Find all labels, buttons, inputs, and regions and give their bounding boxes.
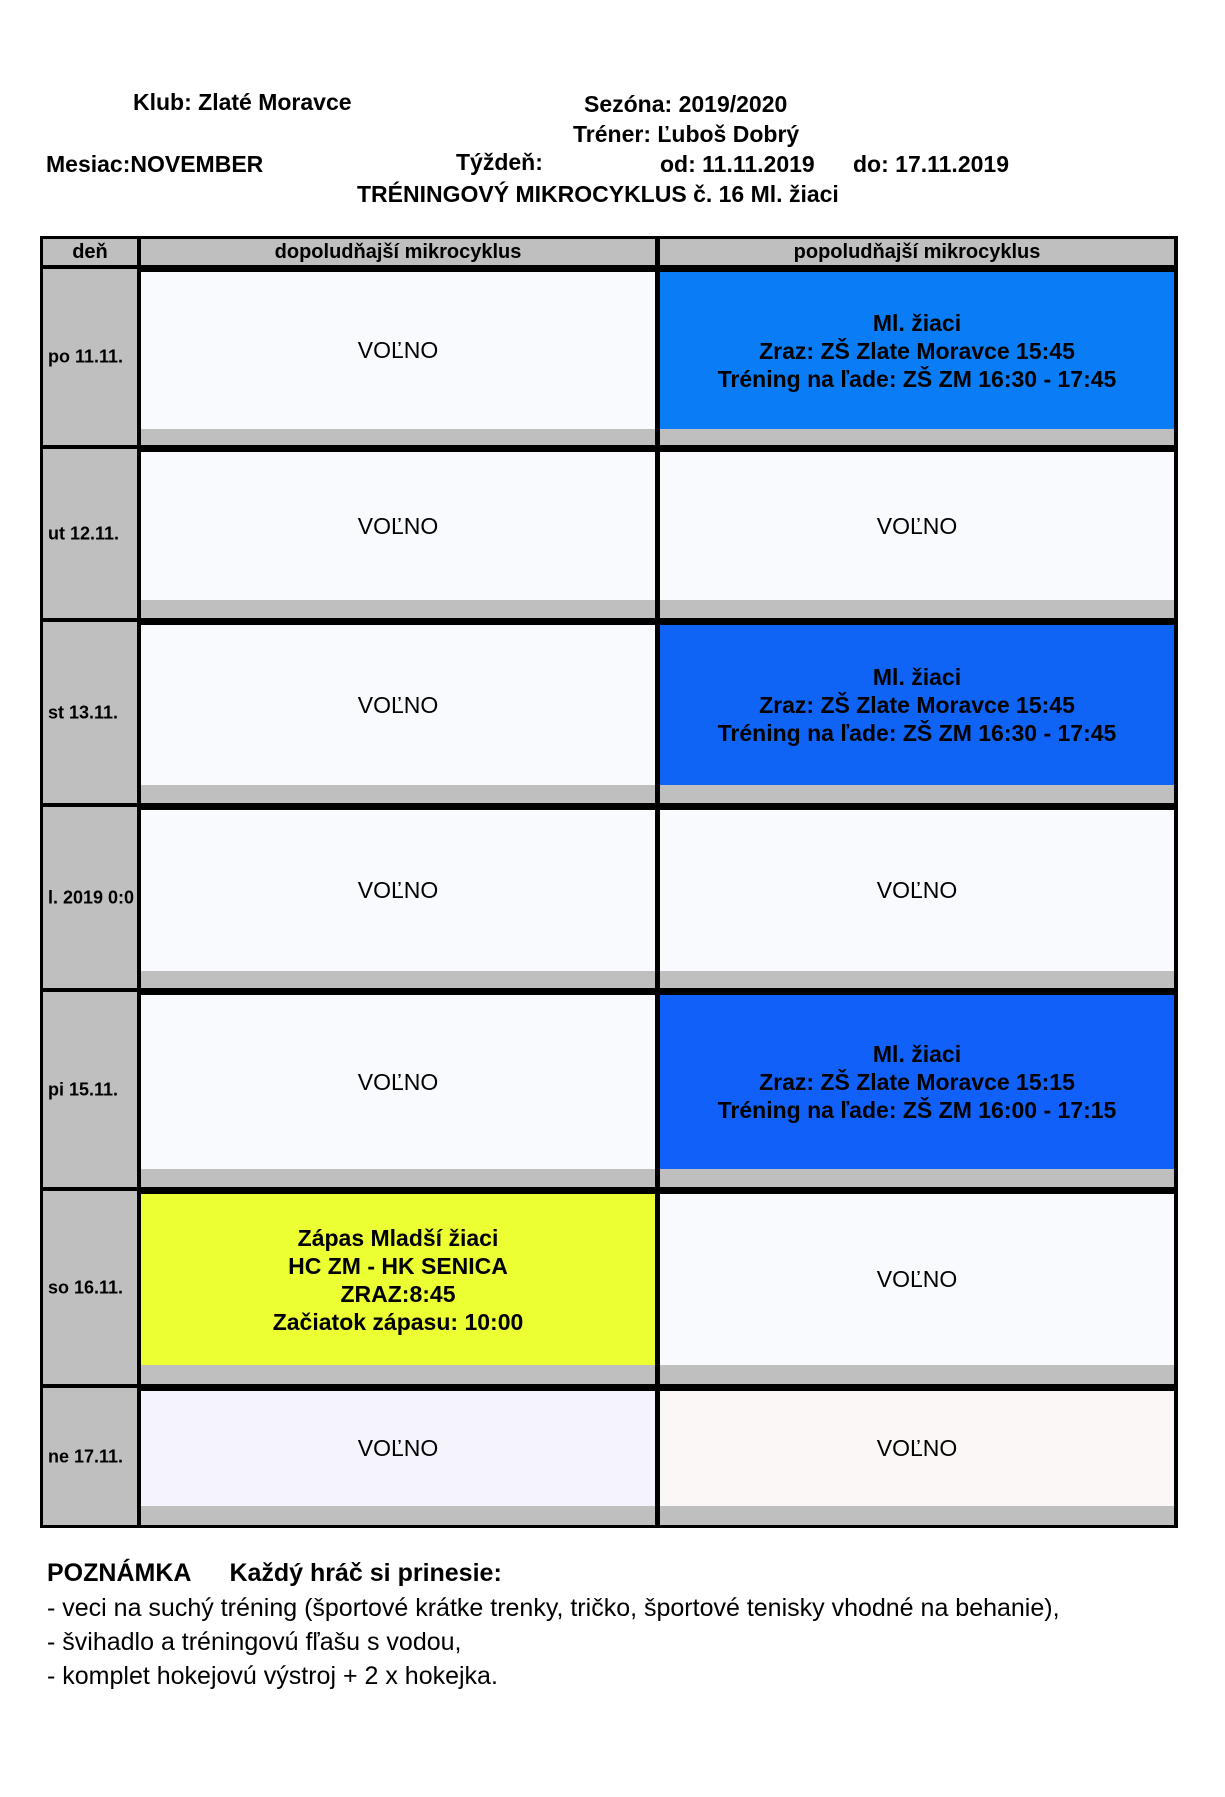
day-cell bbox=[43, 807, 137, 988]
free-label: VOĽNO bbox=[876, 512, 958, 539]
event-line: Tréning na ľade: ZŠ ZM 16:30 - 17:45 bbox=[717, 365, 1117, 392]
afternoon-cell bbox=[660, 1391, 1174, 1525]
week-label: Týždeň: bbox=[456, 149, 543, 175]
afternoon-cell bbox=[660, 810, 1174, 988]
morning-cell bbox=[141, 810, 655, 988]
table-row bbox=[40, 622, 1178, 803]
day-cell bbox=[43, 1191, 137, 1384]
day-label: st 13.11. bbox=[48, 702, 119, 722]
column-header-morning: dopoludňajší mikrocyklus bbox=[141, 239, 655, 265]
table-row bbox=[40, 1388, 1178, 1525]
column-header-day: deň bbox=[43, 239, 137, 265]
club-label: Klub: Zlaté Moravce bbox=[133, 89, 352, 115]
cell-footer-bar bbox=[660, 600, 1174, 618]
day-cell bbox=[43, 269, 137, 445]
afternoon-cell bbox=[660, 452, 1174, 618]
table-row bbox=[40, 807, 1178, 988]
table-row bbox=[40, 1191, 1178, 1384]
free-label: VOĽNO bbox=[357, 337, 439, 363]
morning-cell bbox=[141, 272, 655, 445]
free-label: VOĽNO bbox=[876, 1266, 958, 1292]
afternoon-cell bbox=[660, 625, 1174, 803]
day-label: so 16.11. bbox=[48, 1277, 124, 1297]
event-line: Zápas Mladší žiaci bbox=[297, 1224, 499, 1251]
column-header-afternoon: popoludňajší mikrocyklus bbox=[660, 239, 1174, 265]
event-line: Tréning na ľade: ZŠ ZM 16:30 - 17:45 bbox=[717, 720, 1117, 746]
day-label: l. 2019 0:0 bbox=[48, 887, 135, 907]
event-line: Zraz: ZŠ Zlate Moravce 15:45 bbox=[759, 692, 1075, 718]
season-label: Sezóna: 2019/2020 bbox=[584, 91, 788, 117]
event-line: Tréning na ľade: ZŠ ZM 16:00 - 17:15 bbox=[717, 1097, 1117, 1123]
table-row bbox=[40, 449, 1178, 618]
morning-cell bbox=[141, 1194, 655, 1384]
morning-cell bbox=[141, 1391, 655, 1525]
morning-cell bbox=[141, 995, 655, 1187]
cell-footer-bar bbox=[141, 971, 655, 988]
day-label: po 11.11. bbox=[48, 346, 124, 367]
event-line: ZRAZ:8:45 bbox=[340, 1280, 456, 1307]
free-label: VOĽNO bbox=[357, 1068, 439, 1095]
day-cell bbox=[43, 449, 137, 618]
note-label: POZNÁMKA bbox=[47, 1559, 192, 1587]
day-cell bbox=[43, 1388, 137, 1525]
event-line: Zraz: ZŠ Zlate Moravce 15:15 bbox=[759, 1069, 1075, 1095]
free-label: VOĽNO bbox=[357, 1435, 439, 1461]
cell-footer-bar bbox=[141, 1506, 655, 1525]
afternoon-cell bbox=[660, 272, 1174, 445]
note-item: - komplet hokejovú výstroj + 2 x hokejka. bbox=[47, 1662, 498, 1690]
note-heading-line bbox=[47, 1559, 502, 1588]
document-title: TRÉNINGOVÝ MIKROCYKLUS č. 16 Ml. žiaci bbox=[357, 181, 839, 207]
afternoon-cell bbox=[660, 1194, 1174, 1384]
week-to: do: 17.11.2019 bbox=[853, 151, 1009, 177]
table-row bbox=[40, 992, 1178, 1187]
schedule-table bbox=[40, 236, 1178, 1528]
free-label: VOĽNO bbox=[357, 691, 439, 718]
note-heading: Každý hráč si prinesie: bbox=[229, 1559, 502, 1587]
cell-footer-bar bbox=[660, 971, 1174, 988]
morning-cell bbox=[141, 625, 655, 803]
cell-footer-bar bbox=[141, 1169, 655, 1187]
free-label: VOĽNO bbox=[357, 877, 439, 903]
note-item: - veci na suchý tréning (športové krátke trenky, tričko, športové tenisky vhodné na behanie), bbox=[47, 1594, 1060, 1622]
cell-footer-bar bbox=[660, 1365, 1174, 1384]
free-label: VOĽNO bbox=[876, 877, 958, 903]
morning-cell bbox=[141, 452, 655, 618]
event-line: Ml. žiaci bbox=[872, 1041, 962, 1067]
cell-footer-bar bbox=[141, 600, 655, 618]
day-cell bbox=[43, 992, 137, 1187]
table-row bbox=[40, 269, 1178, 445]
event-line: Zraz: ZŠ Zlate Moravce 15:45 bbox=[759, 337, 1075, 364]
event-line: Ml. žiaci bbox=[872, 664, 962, 690]
event-line: Ml. žiaci bbox=[872, 309, 962, 336]
week-from: od: 11.11.2019 bbox=[660, 151, 815, 177]
day-label: ut 12.11. bbox=[48, 523, 120, 543]
free-label: VOĽNO bbox=[357, 512, 439, 539]
cell-footer-bar bbox=[660, 785, 1174, 803]
day-label: pi 15.11. bbox=[48, 1079, 119, 1099]
cell-footer-bar bbox=[660, 1169, 1174, 1187]
free-label: VOĽNO bbox=[876, 1435, 958, 1461]
event-line: HC ZM - HK SENICA bbox=[288, 1252, 508, 1279]
note-item: - švihadlo a tréningovú fľašu s vodou, bbox=[47, 1628, 462, 1656]
month-label: Mesiac:NOVEMBER bbox=[46, 151, 264, 177]
cell-footer-bar bbox=[141, 429, 655, 445]
afternoon-cell bbox=[660, 995, 1174, 1187]
cell-footer-bar bbox=[660, 1506, 1174, 1525]
day-label: ne 17.11. bbox=[48, 1446, 124, 1466]
cell-footer-bar bbox=[141, 785, 655, 803]
coach-label: Tréner: Ľuboš Dobrý bbox=[573, 121, 800, 147]
cell-footer-bar bbox=[660, 429, 1174, 445]
cell-footer-bar bbox=[141, 1365, 655, 1384]
event-line: Začiatok zápasu: 10:00 bbox=[272, 1308, 524, 1335]
day-cell bbox=[43, 622, 137, 803]
